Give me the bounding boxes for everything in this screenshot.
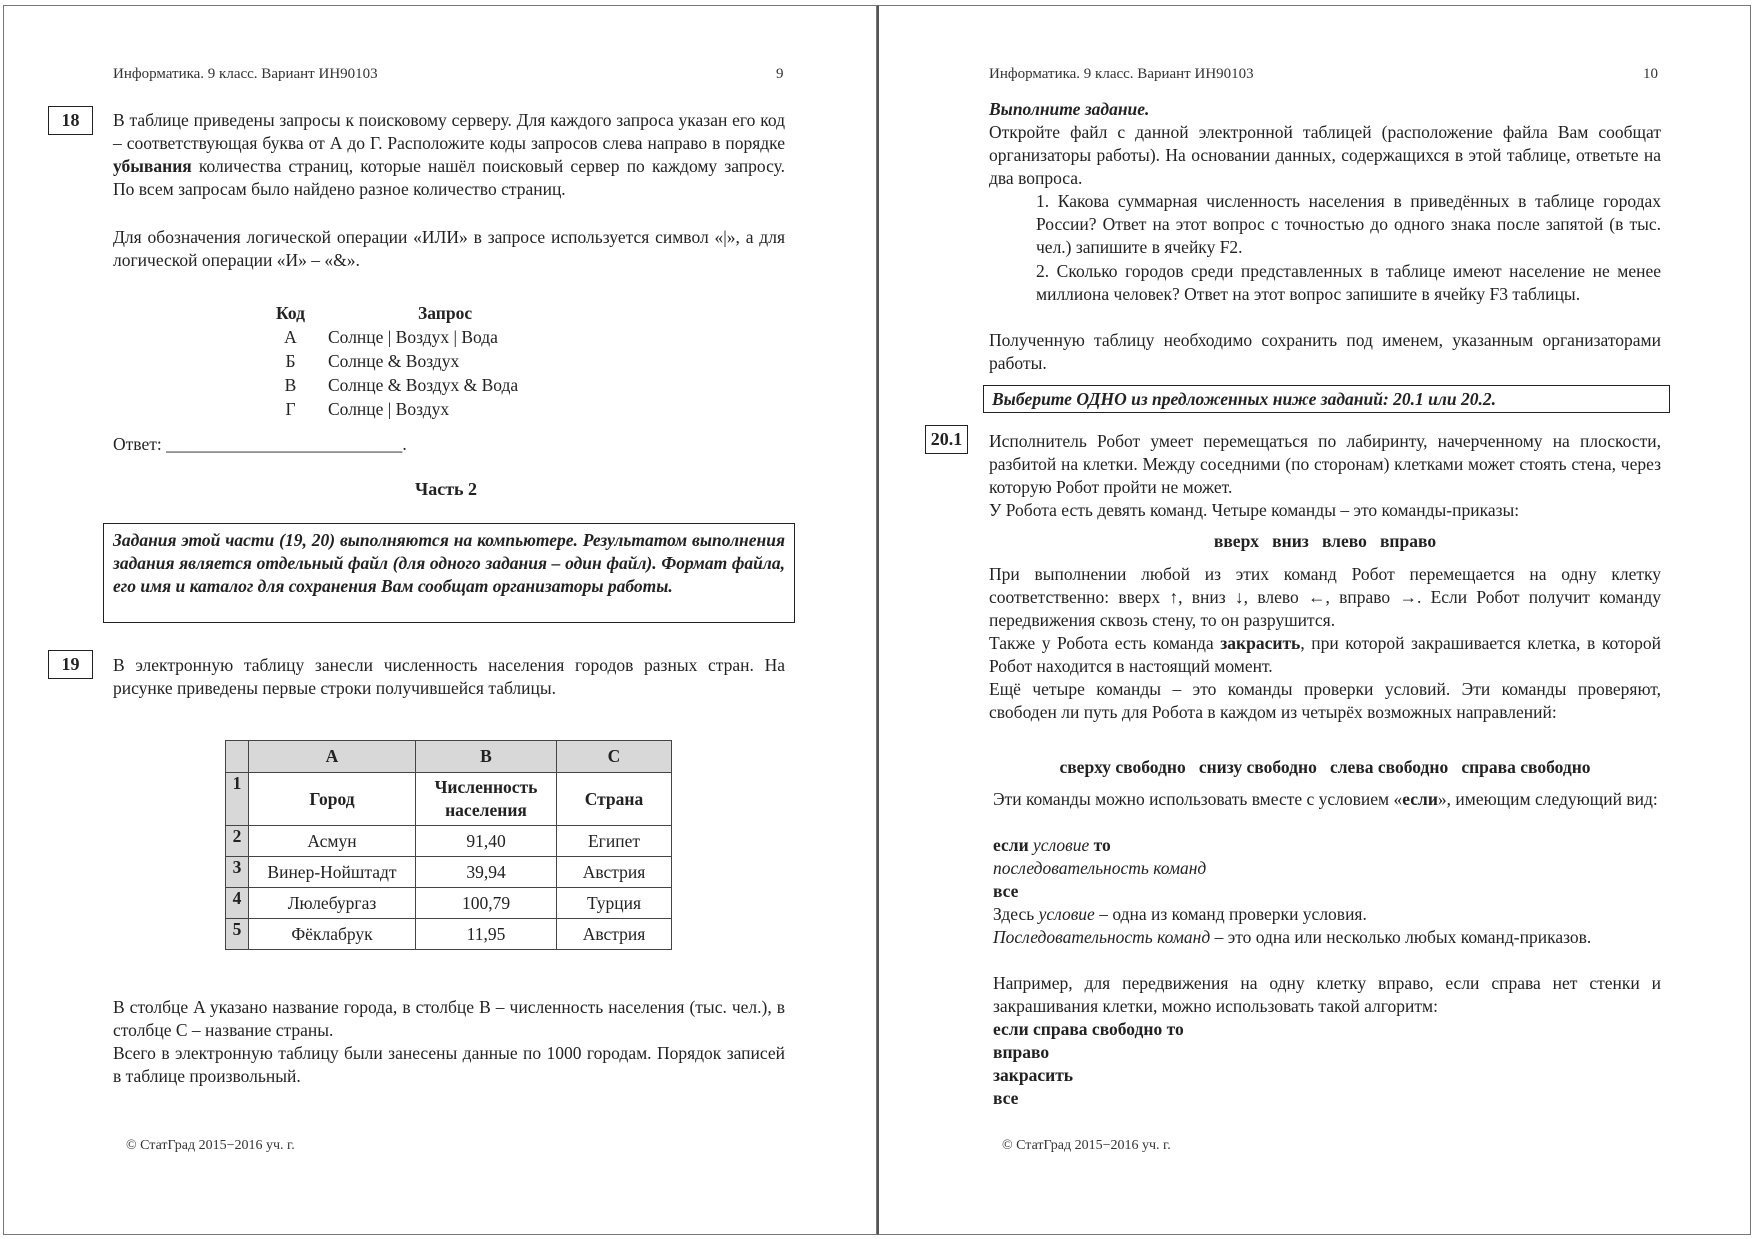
task20-1-p7-a: Здесь [993,904,1039,924]
query-code: Г [285,399,296,419]
part2-instructions-box: Задания этой части (19, 20) выполняются на компьютере. Результатом выполнения задания является отдельный файл (для одного задания – один файл). Формат файла, его имя и каталог для сохранения Вам сообщат организаторы работы. [103,523,795,623]
sheet-cell: Австрия [557,857,672,888]
task20-1-p8 [993,926,1661,949]
task20-1-p7-b: – одна из команд проверки условия. [1094,904,1367,924]
row-header: 1 [226,773,249,826]
task-number-18: 18 [48,106,93,135]
sheet-cell: Фёклабрук [249,919,416,950]
sheet-cell: Австрия [557,919,672,950]
sheet-cell: Египет [557,826,672,857]
question-2: 2. Сколько городов среди представленных в таблице имеют население не менее миллиона человек? Ответ на этот вопрос запишите в ячейку F3 таблицы. [1036,261,1661,304]
task-number-19: 19 [48,650,93,679]
move-commands: вверх вниз влево вправо [1213,531,1437,551]
task18-text-part1: В таблице приведены запросы к поисковому серверу. Для каждого запроса указан его код – соответствующая буква от А до Г. Расположите коды запросов слева направо в порядке [113,110,785,153]
task19-text-1: В электронную таблицу занесли численность населения городов разных стран. На рисунке приведены первые строки получившейся таблицы. [113,655,785,698]
copyright-footer: © СтатГрад 2015−2016 уч. г. [1002,1138,1171,1153]
condition-term: условие [1038,904,1095,924]
task18-text-bold: убывания [113,156,192,176]
spreadsheet-corner-cell [226,741,249,773]
sheet-cell: Численность населения [416,773,557,826]
column-header: B [416,741,557,773]
column-header: C [557,741,672,773]
query-text: Солнце & Воздух & Вода [328,375,519,395]
question-1: 1. Какова суммарная численность населения в приведённых в таблице городах России? Ответ на этот вопрос с точностью до одного знака после запятой (в тыс. чел.) запишите в ячейку F2. [1036,191,1661,257]
query-table-header [268,301,518,325]
if-keyword-inline: если [1402,789,1438,809]
task20-1-p4-b: , при которой закрашивается клетка, в которой Робот находится в настоящий момент. [989,633,1662,676]
sheet-cell: Асмун [249,826,416,857]
task20-1-p4 [989,632,1661,678]
example-line-4: все [993,1088,1019,1108]
spreadsheet-row [226,857,672,888]
example-line-3: закрасить [993,1065,1074,1085]
task20-1-p2: У Робота есть девять команд. Четыре команды – это команды-приказы: [989,500,1520,520]
row-header: 4 [226,888,249,919]
page-header-title: Информатика. 9 класс. Вариант ИН90103 [113,66,378,82]
paint-command: закрасить [1220,633,1301,653]
example-line-2: вправо [993,1042,1050,1062]
sheet-cell: Турция [557,888,672,919]
task19-intro: Откройте файл с данной электронной таблицей (расположение файла Вам сообщат организаторы работы). На основании данных, содержащихся в этой таблице, ответьте на два вопроса. [989,122,1661,188]
query-text: Солнце | Воздух [328,399,450,419]
task20-1-p9: Например, для передвижения на одну клетку вправо, если справа нет стенки и закрашивания клетки, можно использовать такой алгоритм: [993,973,1661,1016]
query-text: Солнце | Воздух | Вода [328,327,498,347]
query-row [268,397,518,421]
task20-1-p6-a: Эти команды можно использовать вместе с условием « [993,789,1403,809]
task20-1-p5: Ещё четыре команды – это команды проверки условий. Эти команды проверяют, свободен ли путь для Робота в каждом из четырёх возможных направлений: [989,679,1661,722]
spreadsheet-row [226,826,672,857]
condition-word: условие [1033,835,1090,855]
sheet-cell: 91,40 [416,826,557,857]
sheet-cell: Люлебургаз [249,888,416,919]
sheet-cell: 11,95 [416,919,557,950]
query-text: Солнце & Воздух [328,351,460,371]
page-number: 9 [776,66,784,82]
row-header: 2 [226,826,249,857]
part2-title: Часть 2 [415,479,478,499]
task18-text-2: Для обозначения логической операции «ИЛИ» в запросе используется символ «|», а для логической операции «И» – «&». [113,227,785,270]
copyright-footer: © СтатГрад 2015−2016 уч. г. [126,1138,295,1153]
save-note: Полученную таблицу необходимо сохранить под именем, указанным организаторами работы. [989,330,1661,373]
spreadsheet-header-row [226,741,672,773]
sheet-cell: 39,94 [416,857,557,888]
then-keyword: то [1093,835,1111,855]
task20-1-p6 [993,788,1661,811]
sheet-cell: 100,79 [416,888,557,919]
task20-1-p4-a: Также у Робота есть команда [989,633,1221,653]
query-code: Б [285,351,296,371]
task20-1-p6-b: », имеющим следующий вид: [1437,789,1658,809]
query-table [268,301,518,421]
task20-1-p3: При выполнении любой из этих команд Робот перемещается на одну клетку соответственно: вверх ↑, вниз ↓, влево ←, вправо →. Если Робот получит команду передвижения сквозь стену, то он разрушится. [989,564,1661,630]
spreadsheet-row [226,888,672,919]
query-table-header-code: Код [276,303,305,323]
sheet-cell: Город [249,773,416,826]
task20-1-p8-b: – это одна или несколько любых команд-приказов. [1210,927,1592,947]
task-number-20-1: 20.1 [925,425,968,454]
task18-text [113,109,785,201]
page-number: 10 [1643,66,1658,82]
do-task-heading: Выполните задание. [989,99,1150,119]
task18-text-part2: количества страниц, которые нашёл поисковый сервер по каждому запросу. По всем запросам было найдено разное количество страниц. [113,156,785,199]
task20-1-p1: Исполнитель Робот умеет перемещаться по лабиринту, начерченному на плоскости, разбитой на клетки. Между соседними (по сторонам) клетками может стоять стена, через которую Робот пройти не может. [989,431,1661,497]
query-code: В [284,375,297,395]
choose-task-box: Выберите ОДНО из предложенных ниже заданий: 20.1 или 20.2. [983,385,1670,413]
spreadsheet-row [226,773,672,826]
query-table-header-query: Запрос [418,303,473,323]
if-keyword: если [993,835,1029,855]
query-row [268,373,518,397]
query-code: А [284,327,297,347]
sheet-cell: Винер-Нойштадт [249,857,416,888]
check-commands: сверху свободно снизу свободно слева свободно справа свободно [1059,757,1591,777]
example-line-1: если справа свободно то [993,1019,1184,1039]
task20-1-p7 [993,903,1367,926]
command-sequence-line: последовательность команд [993,858,1207,878]
if-syntax-line [993,834,1111,857]
task19-text-3: Всего в электронную таблицу были занесены данные по 1000 городам. Порядок записей в таблице произвольный. [113,1043,785,1086]
spreadsheet-table [225,740,672,950]
row-header: 5 [226,919,249,950]
column-header: A [249,741,416,773]
spreadsheet-row [226,919,672,950]
sheet-cell: Страна [557,773,672,826]
task19-text-2: В столбце A указано название города, в столбце B – численность населения (тыс. чел.), в столбце C – название страны. [113,997,785,1040]
answer-line: Ответ: ___________________________. [113,434,407,454]
row-header: 3 [226,857,249,888]
query-row [268,325,518,349]
page-header-title: Информатика. 9 класс. Вариант ИН90103 [989,66,1254,82]
end-keyword: все [993,881,1019,901]
query-row [268,349,518,373]
sequence-term: Последовательность команд [993,927,1211,947]
